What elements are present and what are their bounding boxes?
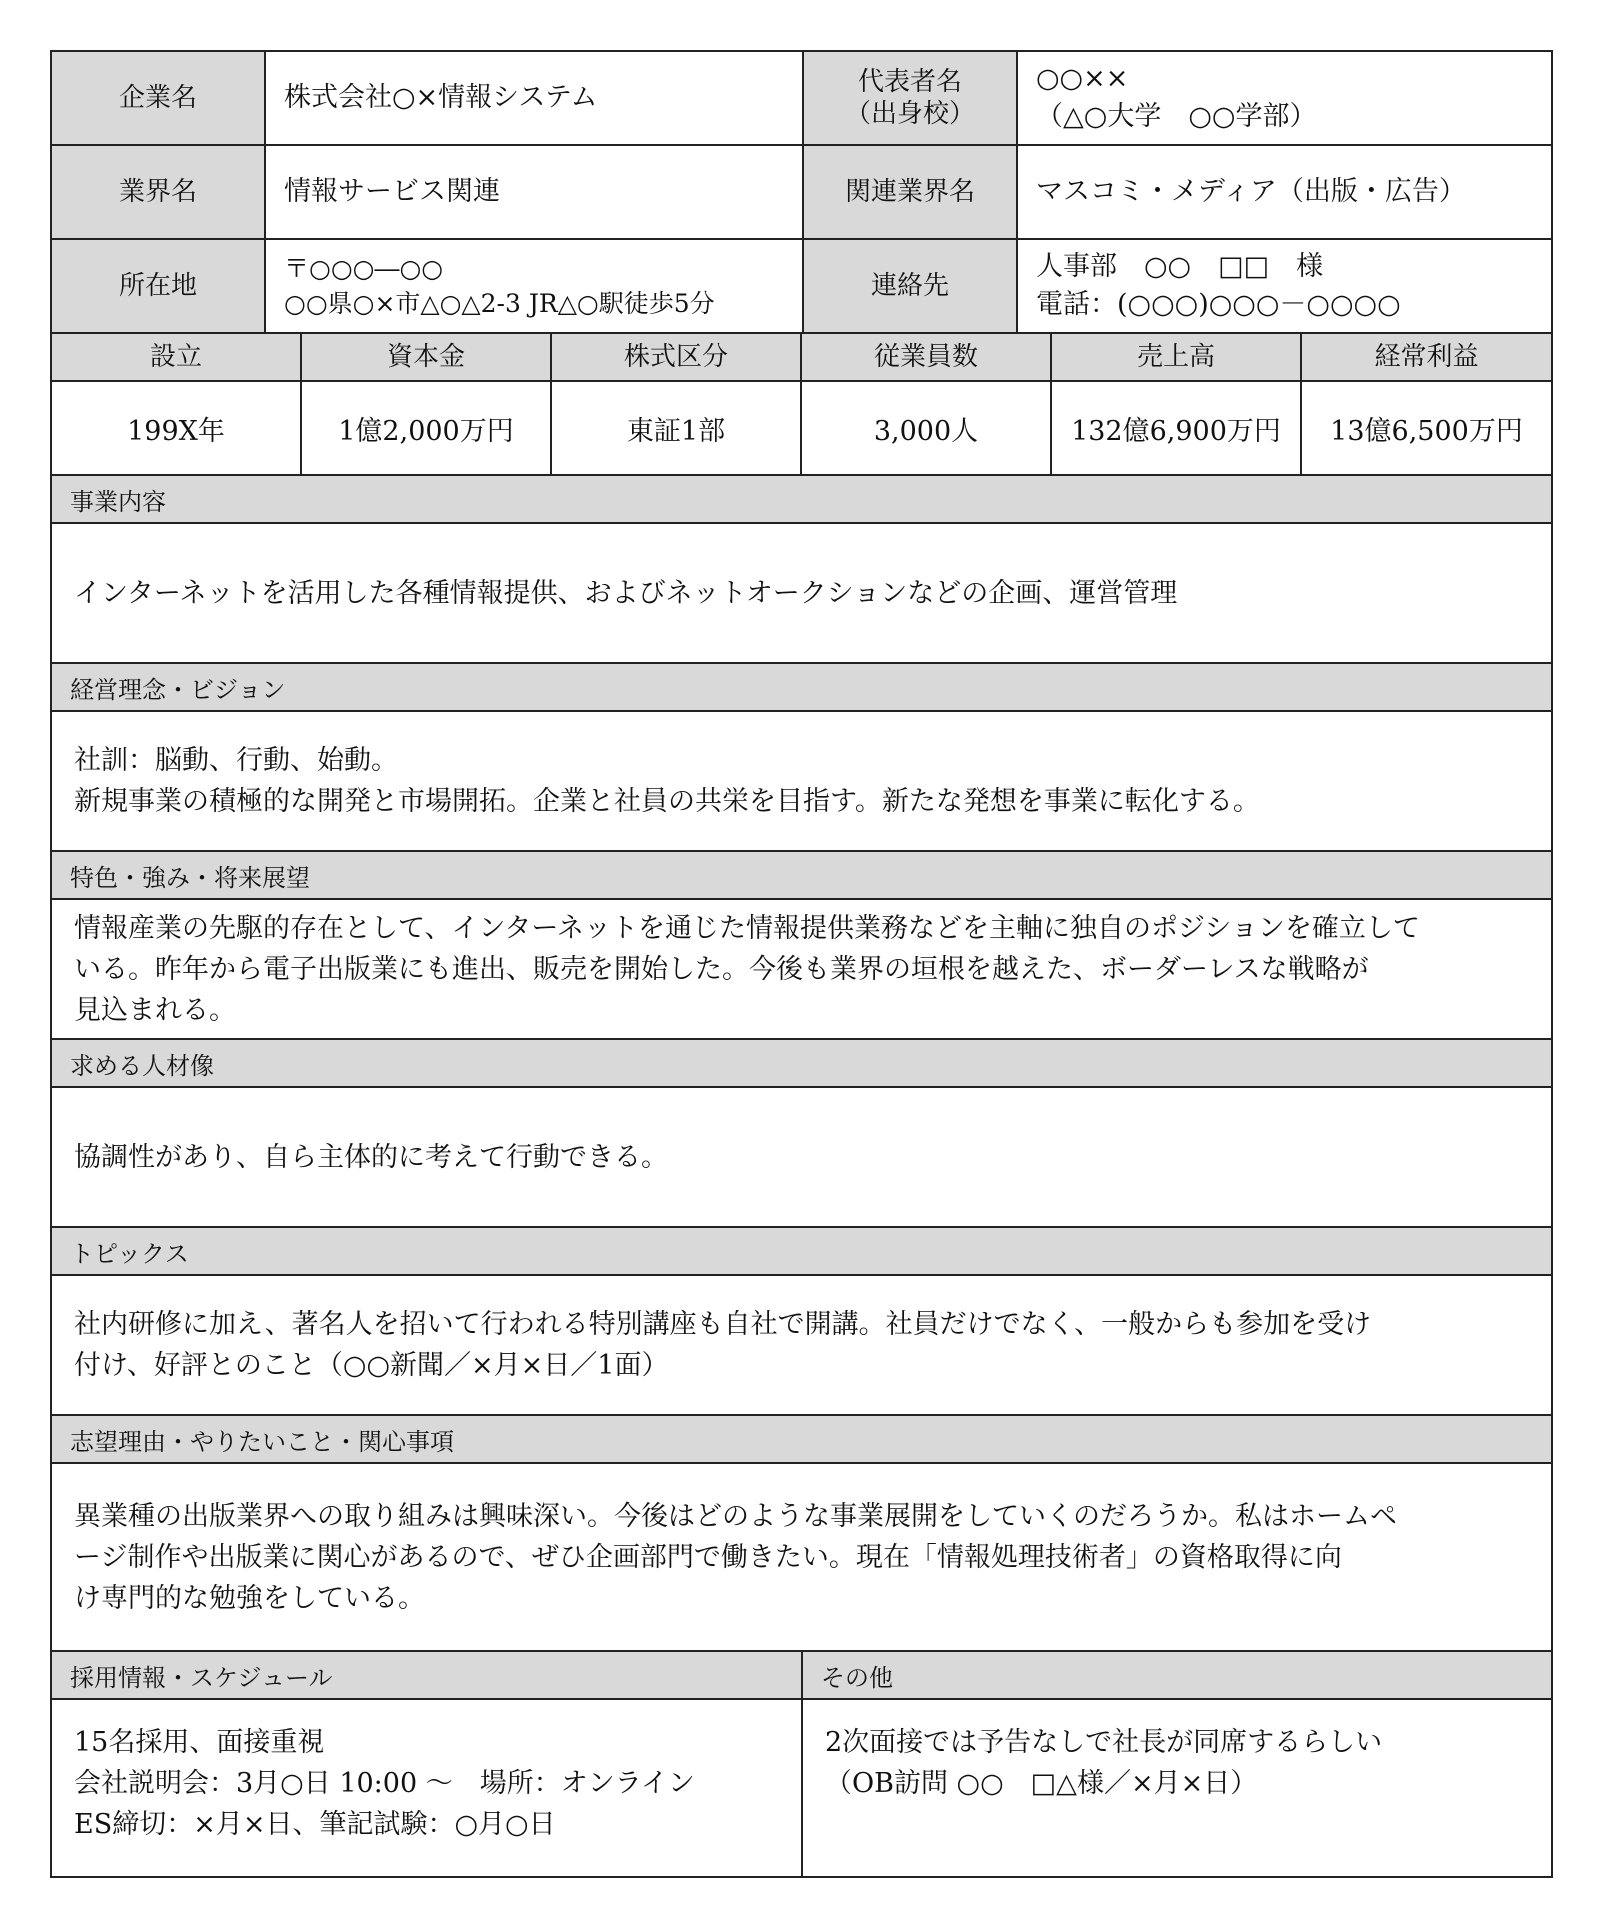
contact-value [1018,240,1551,334]
stat-value-employees: 3,000人 [802,382,1052,476]
talent-line: 協調性があり、自ら主体的に考えて行動できる。 [74,1141,668,1173]
other-line: （OB訪問 ○○ □△様／×月×日） [825,1768,1258,1799]
contact-phone: 電話：(○○○)○○○－○○○○ [1036,289,1401,320]
address-postal: 〒○○○―○○ [284,254,444,283]
contact-person: 人事部 ○○ □□ 様 [1036,251,1324,283]
contact-label: 連絡先 [804,240,1018,334]
features-section-title: 特色・強み・将来展望 [52,852,1551,900]
related-industry-value [1018,146,1551,240]
topics-section-body [52,1276,1551,1416]
features-section-body [52,900,1551,1040]
stat-value-listing: 東証1部 [552,382,802,476]
recruit-line: 会社説明会：3月○日 10:00 ～ 場所：オンライン [74,1768,695,1799]
philosophy-line: 新規事業の積極的な開発と市場開拓。企業と社員の共栄を目指す。新たな発想を事業に転化する。 [74,786,1260,817]
motivation-section-title: 志望理由・やりたいこと・関心事項 [52,1416,1551,1464]
representative-label-line2: （出身校） [844,99,975,129]
stat-header-employees: 従業員数 [802,334,1052,382]
business-section-body [52,524,1551,664]
industry-value [266,146,804,240]
stat-header-listing: 株式区分 [552,334,802,382]
motivation-line: ージ制作や出版業に関心があるので、ぜひ企画部門で働きたい。現在「情報処理技術者」の資格取得に向 [74,1541,1342,1573]
talent-section-title: 求める人材像 [52,1040,1551,1088]
philosophy-section-body [52,712,1551,852]
representative-label-line1: 代表者名 [857,66,962,97]
related-industry-text: マスコミ・メディア（出版・広告） [1036,176,1466,208]
features-line: 情報産業の先駆的存在として、インターネットを通じた情報提供業務などを主軸に独自のポジションを確立して [74,912,1420,944]
motivation-line: け専門的な勉強をしている。 [74,1582,425,1614]
other-section-title: その他 [803,1652,1551,1700]
philosophy-section-title: 経営理念・ビジョン [52,664,1551,712]
company-research-sheet [50,50,1553,1878]
topics-line: 社内研修に加え、著名人を招いて行われる特別講座も自社で開講。社員だけでなく、一般からも参加を受け [74,1309,1372,1340]
features-line: 見込まれる。 [74,994,236,1026]
motivation-line: 異業種の出版業界への取り組みは興味深い。今後はどのような事業展開をしていくのだろうか。私はホームペ [74,1500,1397,1532]
other-section-body [803,1700,1551,1876]
representative-value [1018,52,1551,146]
representative-label [804,52,1018,146]
stat-header-founded: 設立 [52,334,302,382]
representative-school: （△○大学 ○○学部） [1036,101,1317,132]
related-industry-label: 関連業界名 [804,146,1018,240]
company-name-value [266,52,804,146]
recruit-section-title: 採用情報・スケジュール [52,1652,803,1700]
stat-value-founded: 199X年 [52,382,302,476]
address-value [266,240,804,334]
business-section-title: 事業内容 [52,476,1551,524]
address-label: 所在地 [52,240,266,334]
philosophy-line: 社訓：脳動、行動、始動。 [74,745,398,776]
motivation-section-body [52,1464,1551,1652]
company-name-text: 株式会社○×情報システム [284,82,598,114]
stat-header-sales: 売上高 [1052,334,1302,382]
talent-section-body [52,1088,1551,1228]
business-line: インターネットを活用した各種情報提供、およびネットオークションなどの企画、運営管理 [74,577,1178,609]
company-name-label: 企業名 [52,52,266,146]
address-street: ○○県○×市△○△2-3 JR△○駅徒歩5分 [284,289,715,318]
topics-line: 付け、好評とのこと（○○新聞／×月×日／1面） [74,1350,669,1381]
features-line: いる。昨年から電子出版業にも進出、販売を開始した。今後も業界の垣根を越えた、ボーダーレスな戦略が [74,953,1369,985]
recruit-section-body [52,1700,803,1876]
stat-header-capital: 資本金 [302,334,552,382]
stat-value-sales: 132億6,900万円 [1052,382,1302,476]
topics-section-title: トピックス [52,1228,1551,1276]
representative-name: ○○×× [1036,63,1129,95]
other-line: 2次面接では予告なしで社長が同席するらしい [825,1727,1383,1758]
recruit-line: ES締切：×月×日、筆記試験：○月○日 [74,1809,556,1840]
recruit-line: 15名採用、面接重視 [74,1727,325,1758]
stat-header-profit: 経常利益 [1302,334,1551,382]
industry-text: 情報サービス関連 [284,176,500,208]
stat-value-profit: 13億6,500万円 [1302,382,1551,476]
industry-label: 業界名 [52,146,266,240]
stat-value-capital: 1億2,000万円 [302,382,552,476]
